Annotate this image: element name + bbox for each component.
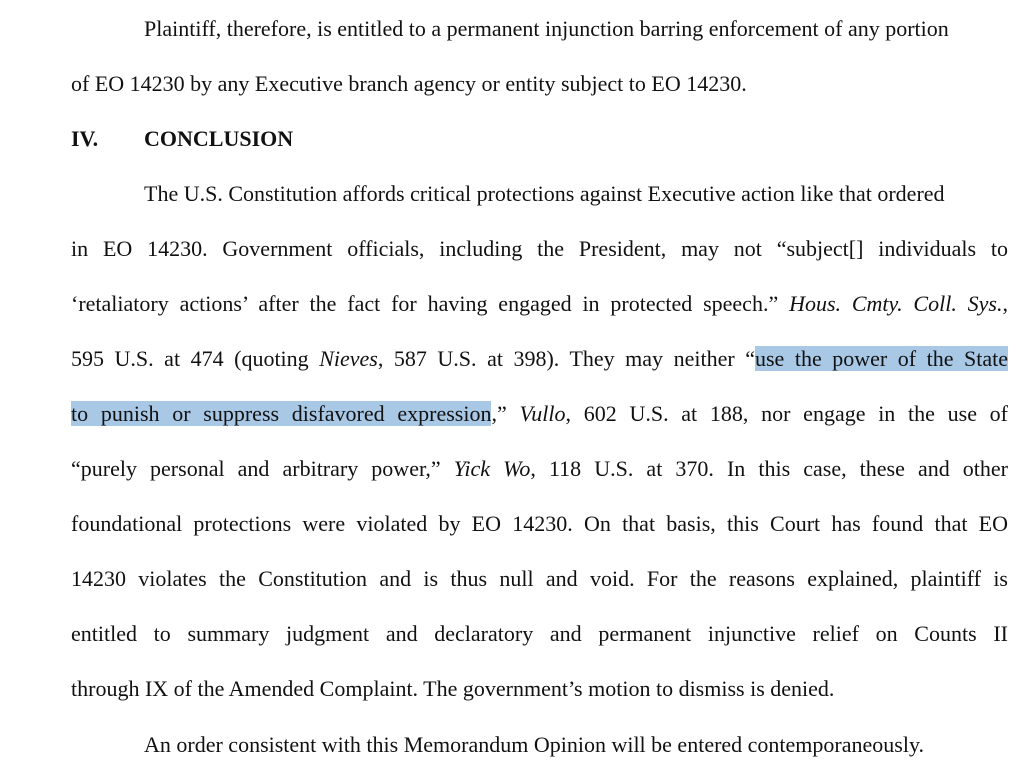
- paragraph-line: [71, 400, 1008, 428]
- paragraph-line: [71, 565, 1008, 593]
- highlighted-text[interactable]: to punish or suppress disfavored expression: [71, 401, 492, 426]
- text-span: foundational protections were violated by EO 14230. On that basis, this Court has found that EO: [71, 511, 1008, 536]
- case-citation: Hous. Cmty. Coll. Sys.: [789, 291, 1003, 316]
- text-span: 595 U.S. at 474 (quoting: [71, 346, 320, 371]
- paragraph-line: [71, 510, 1008, 538]
- text-span: ,”: [491, 401, 520, 426]
- text-span: , 602 U.S. at 188, nor engage in the use of: [565, 401, 1009, 426]
- text-span: , 587 U.S. at 398). They may neither “: [377, 346, 755, 371]
- paragraph-line: [71, 455, 1008, 483]
- paragraph-line: [144, 731, 1008, 759]
- paragraph-line: [144, 180, 1008, 208]
- section-number: IV.: [71, 126, 99, 151]
- case-citation: Nieves: [319, 346, 378, 371]
- text-span: in EO 14230. Government officials, including the President, may not “subject[] individuals to: [71, 236, 1008, 261]
- section-title: CONCLUSION: [144, 126, 294, 151]
- highlighted-text[interactable]: use the power of the State: [754, 346, 1008, 371]
- section-heading: [71, 125, 1008, 153]
- text-span: The U.S. Constitution affords critical protections against Executive action like that ordered: [144, 181, 945, 206]
- paragraph-line: [71, 235, 1008, 263]
- paragraph-line: [71, 290, 1008, 318]
- paragraph-line: [71, 70, 1008, 98]
- text-span: of EO 14230 by any Executive branch agency or entity subject to EO 14230.: [71, 71, 747, 96]
- case-citation: Vullo: [519, 401, 566, 426]
- case-citation: Yick Wo: [453, 456, 531, 481]
- text-span: Plaintiff, therefore, is entitled to a permanent injunction barring enforcement of any portion: [144, 16, 949, 41]
- text-span: , 118 U.S. at 370. In this case, these and other: [530, 456, 1008, 481]
- text-span: 14230 violates the Constitution and is thus null and void. For the reasons explained, plaintiff is: [71, 566, 1008, 591]
- text-span: entitled to summary judgment and declaratory and permanent injunctive relief on Counts II: [71, 621, 1008, 646]
- paragraph-line: [71, 675, 1008, 703]
- text-span: through IX of the Amended Complaint. The government’s motion to dismiss is denied.: [71, 676, 835, 701]
- text-span: ‘retaliatory actions’ after the fact for having engaged in protected speech.”: [71, 291, 790, 316]
- paragraph-line: [144, 15, 1008, 43]
- text-span: “purely personal and arbitrary power,”: [71, 456, 454, 481]
- paragraph-line: [71, 620, 1008, 648]
- text-span: ,: [1002, 291, 1008, 316]
- text-span: An order consistent with this Memorandum Opinion will be entered contemporaneously.: [144, 732, 925, 757]
- paragraph-line: [71, 345, 1008, 373]
